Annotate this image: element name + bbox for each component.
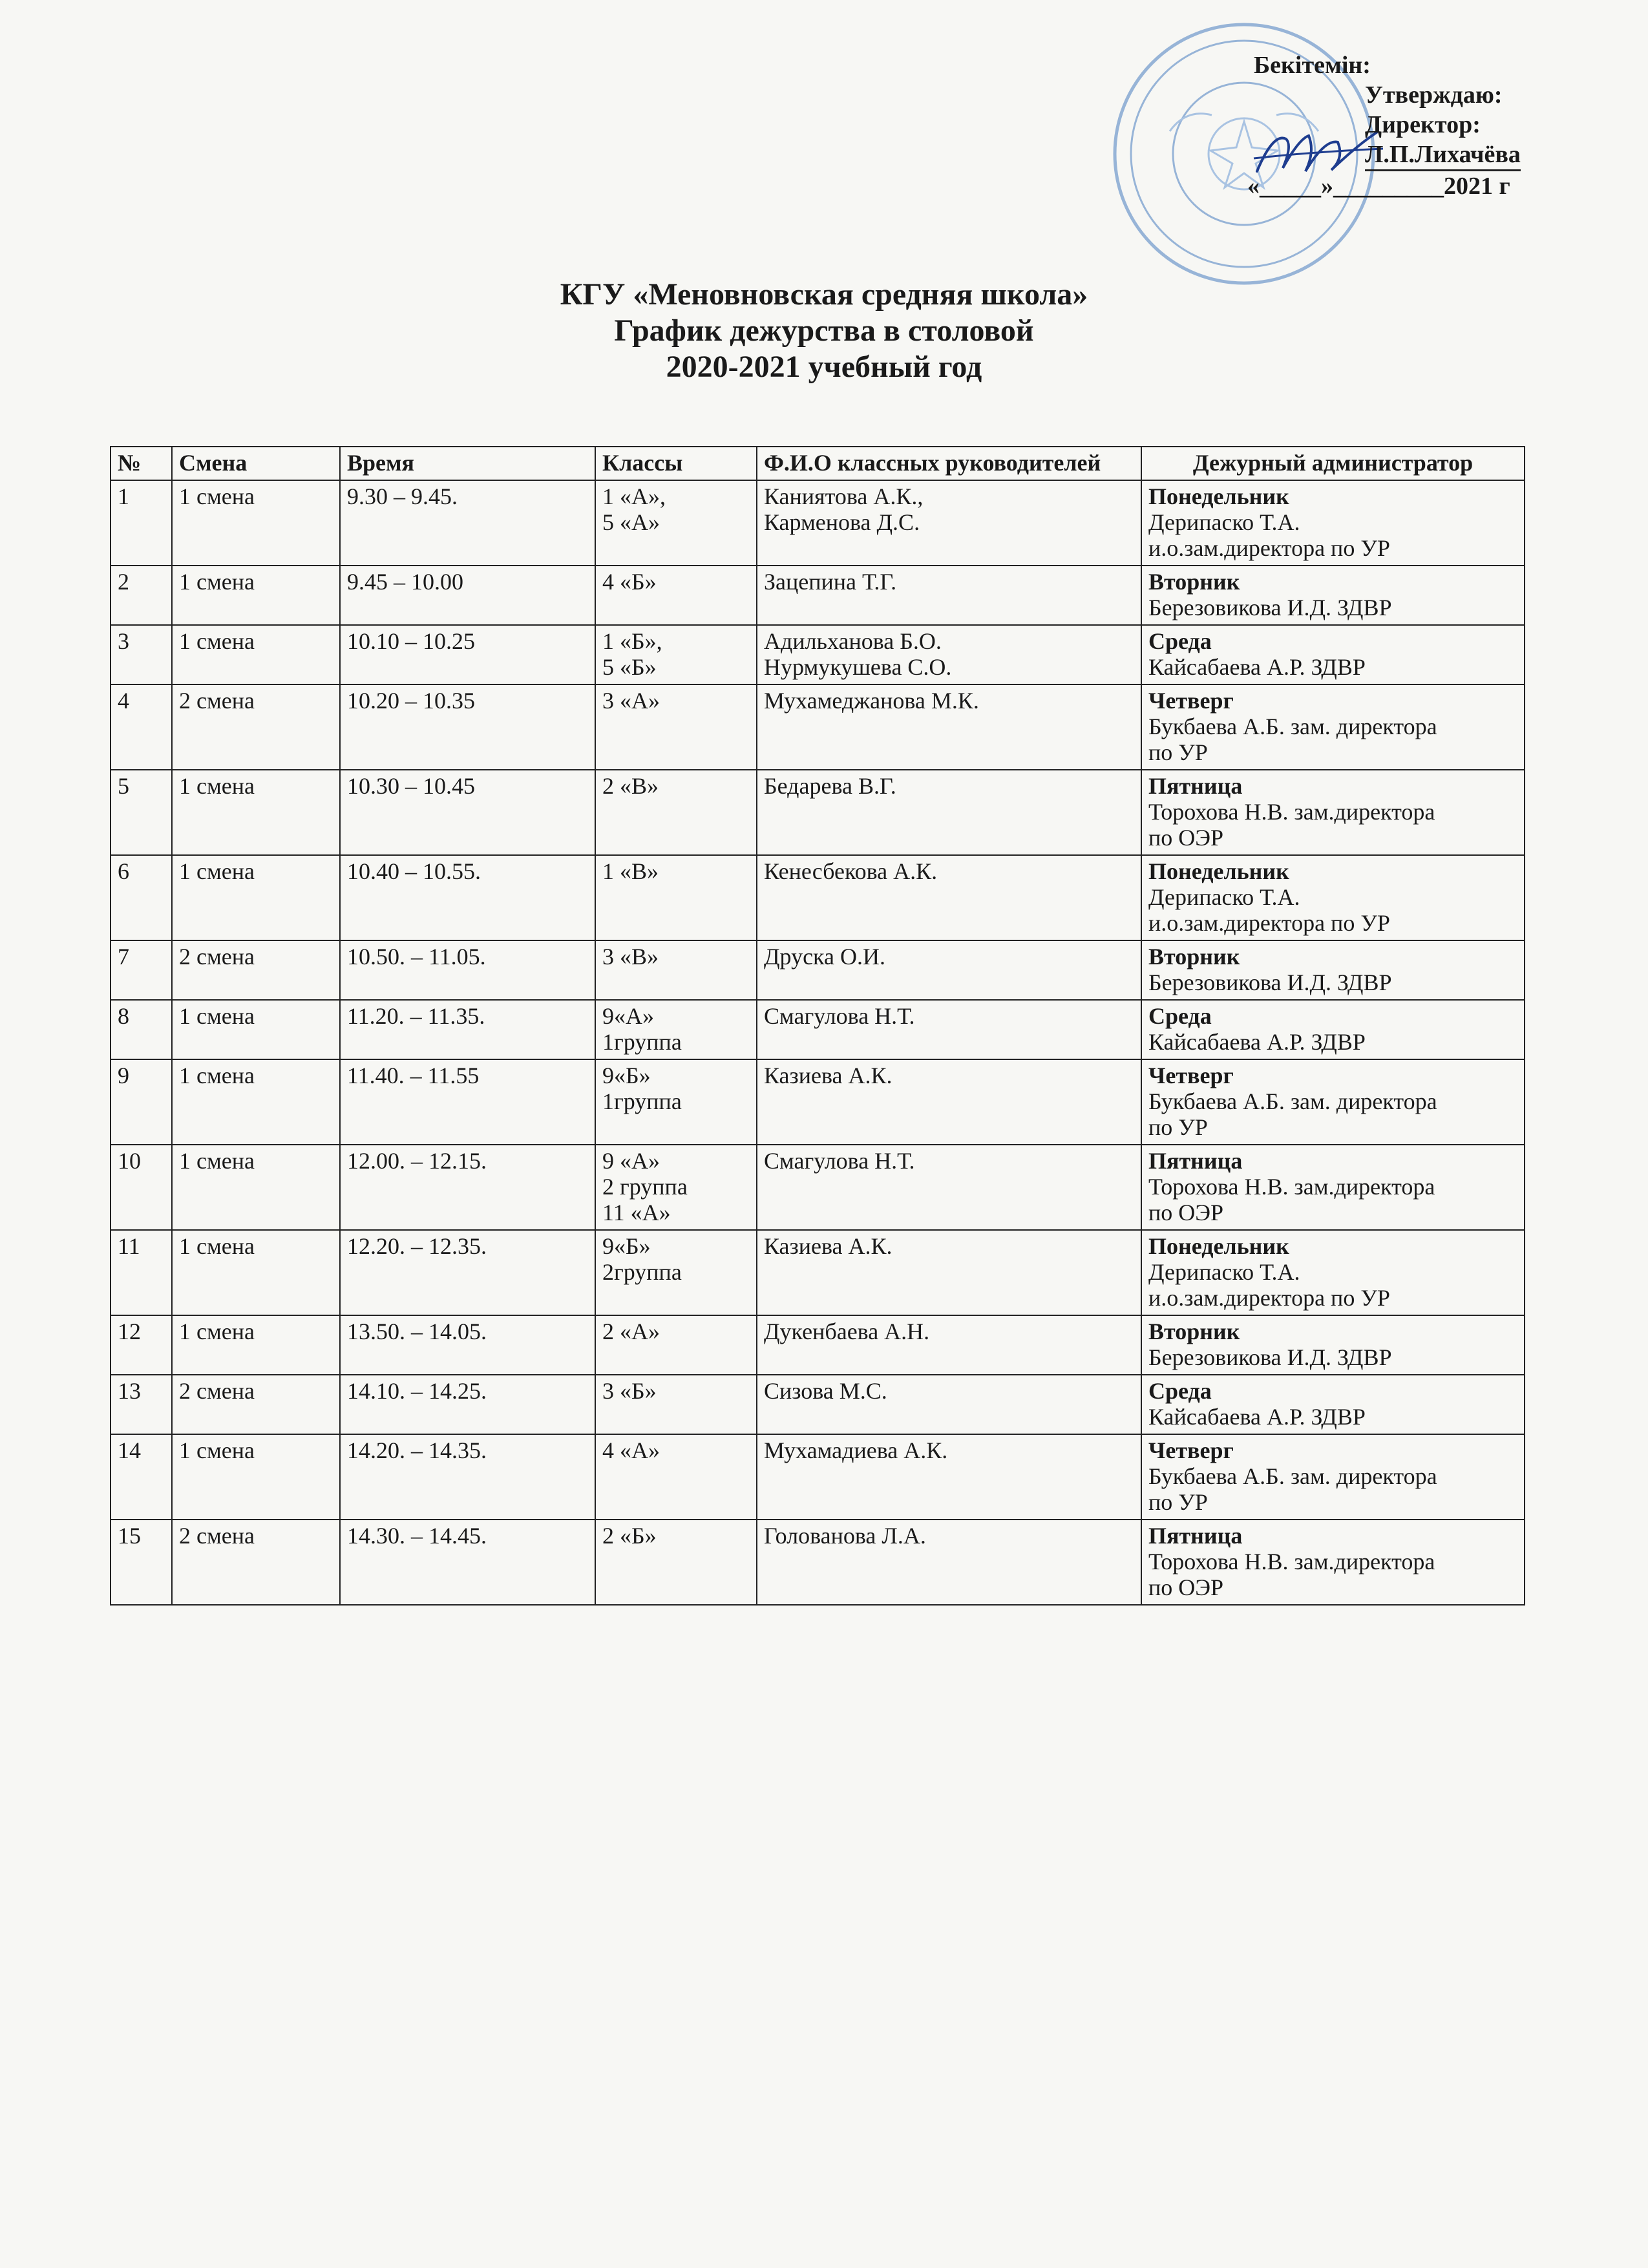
document-title bbox=[0, 277, 1648, 385]
cell-classes: 3 «А» bbox=[595, 684, 757, 770]
cell-teachers: Сизова М.С. bbox=[757, 1375, 1141, 1434]
cell-admin bbox=[1141, 684, 1525, 770]
duty-day: Среда bbox=[1148, 1378, 1212, 1404]
table-row bbox=[111, 940, 1525, 1000]
header-admin: Дежурный администратор bbox=[1141, 447, 1525, 480]
title-schedule: График дежурства в столовой bbox=[614, 313, 1034, 348]
cell-shift: 1 смена bbox=[172, 625, 340, 684]
cell-shift: 2 смена bbox=[172, 684, 340, 770]
cell-admin bbox=[1141, 1315, 1525, 1375]
cell-admin bbox=[1141, 1000, 1525, 1059]
cell-num: 14 bbox=[111, 1434, 172, 1520]
duty-day: Четверг bbox=[1148, 1437, 1234, 1463]
cell-num: 15 bbox=[111, 1520, 172, 1605]
table-row bbox=[111, 566, 1525, 625]
cell-shift: 2 смена bbox=[172, 940, 340, 1000]
cell-num: 1 bbox=[111, 480, 172, 566]
cell-classes: 2 «Б» bbox=[595, 1520, 757, 1605]
table-row bbox=[111, 1520, 1525, 1605]
cell-shift: 1 смена bbox=[172, 1059, 340, 1145]
approval-ru: Утверждаю: bbox=[1365, 81, 1503, 109]
duty-day: Среда bbox=[1148, 628, 1212, 654]
duty-day: Среда bbox=[1148, 1003, 1212, 1029]
cell-admin bbox=[1141, 855, 1525, 940]
table-row bbox=[111, 480, 1525, 566]
duty-day: Вторник bbox=[1148, 569, 1240, 595]
cell-teachers: Бедарева В.Г. bbox=[757, 770, 1141, 855]
cell-shift: 1 смена bbox=[172, 1434, 340, 1520]
cell-classes: 2 «В» bbox=[595, 770, 757, 855]
cell-admin bbox=[1141, 1059, 1525, 1145]
cell-shift: 1 смена bbox=[172, 855, 340, 940]
header-time: Время bbox=[340, 447, 595, 480]
cell-shift: 1 смена bbox=[172, 1000, 340, 1059]
duty-day: Четверг bbox=[1148, 1063, 1234, 1088]
cell-num: 6 bbox=[111, 855, 172, 940]
cell-teachers: Друска О.И. bbox=[757, 940, 1141, 1000]
duty-admin-name: Кайсабаева А.Р. ЗДВР bbox=[1148, 1404, 1366, 1430]
table-row bbox=[111, 855, 1525, 940]
cell-shift: 1 смена bbox=[172, 1315, 340, 1375]
cell-time: 14.10. – 14.25. bbox=[340, 1375, 595, 1434]
cell-teachers: Каниятова А.К., Карменова Д.С. bbox=[757, 480, 1141, 566]
duty-admin-name: Березовикова И.Д. ЗДВР bbox=[1148, 1344, 1392, 1370]
duty-admin-name: Букбаева А.Б. зам. директора по УР bbox=[1148, 1463, 1437, 1515]
cell-teachers: Казиева А.К. bbox=[757, 1230, 1141, 1315]
cell-num: 10 bbox=[111, 1145, 172, 1230]
cell-admin bbox=[1141, 480, 1525, 566]
approval-date: «_____»_________2021 г bbox=[1247, 173, 1510, 200]
duty-admin-name: Кайсабаева А.Р. ЗДВР bbox=[1148, 654, 1366, 680]
duty-day: Понедельник bbox=[1148, 858, 1289, 884]
cell-time: 10.10 – 10.25 bbox=[340, 625, 595, 684]
cell-teachers: Зацепина Т.Г. bbox=[757, 566, 1141, 625]
cell-shift: 1 смена bbox=[172, 1230, 340, 1315]
cell-time: 10.40 – 10.55. bbox=[340, 855, 595, 940]
cell-classes: 1 «Б», 5 «Б» bbox=[595, 625, 757, 684]
cell-classes: 3 «Б» bbox=[595, 1375, 757, 1434]
title-year: 2020-2021 учебный год bbox=[666, 350, 982, 384]
cell-teachers: Мухамадиева А.К. bbox=[757, 1434, 1141, 1520]
cell-time: 14.30. – 14.45. bbox=[340, 1520, 595, 1605]
cell-shift: 1 смена bbox=[172, 1145, 340, 1230]
cell-shift: 2 смена bbox=[172, 1375, 340, 1434]
cell-classes: 4 «А» bbox=[595, 1434, 757, 1520]
cell-num: 12 bbox=[111, 1315, 172, 1375]
duty-admin-name: Торохова Н.В. зам.директора по ОЭР bbox=[1148, 1174, 1435, 1225]
cell-time: 12.20. – 12.35. bbox=[340, 1230, 595, 1315]
cell-admin bbox=[1141, 1434, 1525, 1520]
cell-time: 14.20. – 14.35. bbox=[340, 1434, 595, 1520]
table-row bbox=[111, 1000, 1525, 1059]
cell-admin bbox=[1141, 1145, 1525, 1230]
duty-day: Пятница bbox=[1148, 1523, 1243, 1549]
duty-admin-name: Букбаева А.Б. зам. директора по УР bbox=[1148, 714, 1437, 765]
cell-classes: 3 «В» bbox=[595, 940, 757, 1000]
cell-shift: 2 смена bbox=[172, 1520, 340, 1605]
duty-admin-name: Дерипаско Т.А. и.о.зам.директора по УР bbox=[1148, 884, 1390, 936]
cell-teachers: Смагулова Н.Т. bbox=[757, 1000, 1141, 1059]
approval-kz: Бекітемін: bbox=[1254, 52, 1371, 79]
cell-admin bbox=[1141, 1520, 1525, 1605]
cell-admin bbox=[1141, 940, 1525, 1000]
cell-num: 11 bbox=[111, 1230, 172, 1315]
cell-classes: 9 «А» 2 группа 11 «А» bbox=[595, 1145, 757, 1230]
cell-num: 13 bbox=[111, 1375, 172, 1434]
cell-num: 9 bbox=[111, 1059, 172, 1145]
table-row bbox=[111, 770, 1525, 855]
cell-time: 9.45 – 10.00 bbox=[340, 566, 595, 625]
duty-admin-name: Березовикова И.Д. ЗДВР bbox=[1148, 595, 1392, 620]
cell-teachers: Голованова Л.А. bbox=[757, 1520, 1141, 1605]
duty-day: Четверг bbox=[1148, 688, 1234, 714]
cell-admin bbox=[1141, 1230, 1525, 1315]
cell-num: 2 bbox=[111, 566, 172, 625]
table-row bbox=[111, 1315, 1525, 1375]
approval-position: Директор: bbox=[1365, 111, 1481, 138]
cell-shift: 1 смена bbox=[172, 480, 340, 566]
cell-num: 8 bbox=[111, 1000, 172, 1059]
cell-shift: 1 смена bbox=[172, 566, 340, 625]
cell-time: 10.50. – 11.05. bbox=[340, 940, 595, 1000]
cell-teachers: Кенесбекова А.К. bbox=[757, 855, 1141, 940]
cell-teachers: Мухамеджанова М.К. bbox=[757, 684, 1141, 770]
duty-admin-name: Дерипаско Т.А. и.о.зам.директора по УР bbox=[1148, 509, 1390, 561]
duty-admin-name: Торохова Н.В. зам.директора по ОЭР bbox=[1148, 799, 1435, 851]
cell-num: 4 bbox=[111, 684, 172, 770]
duty-admin-name: Букбаева А.Б. зам. директора по УР bbox=[1148, 1088, 1437, 1140]
duty-day: Понедельник bbox=[1148, 483, 1289, 509]
duty-day: Понедельник bbox=[1148, 1233, 1289, 1259]
cell-teachers: Смагулова Н.Т. bbox=[757, 1145, 1141, 1230]
duty-day: Пятница bbox=[1148, 1148, 1243, 1174]
cell-admin bbox=[1141, 625, 1525, 684]
table-row bbox=[111, 1434, 1525, 1520]
cell-classes: 1 «В» bbox=[595, 855, 757, 940]
approval-block bbox=[1228, 50, 1590, 201]
table-row bbox=[111, 1375, 1525, 1434]
duty-schedule-table bbox=[110, 446, 1525, 1606]
duty-admin-name: Кайсабаева А.Р. ЗДВР bbox=[1148, 1029, 1366, 1055]
table-row bbox=[111, 1230, 1525, 1315]
cell-classes: 9«Б» 1группа bbox=[595, 1059, 757, 1145]
cell-classes: 2 «А» bbox=[595, 1315, 757, 1375]
duty-day: Вторник bbox=[1148, 944, 1240, 970]
header-num: № bbox=[111, 447, 172, 480]
cell-teachers: Адильханова Б.О. Нурмукушева С.О. bbox=[757, 625, 1141, 684]
cell-time: 11.40. – 11.55 bbox=[340, 1059, 595, 1145]
cell-num: 3 bbox=[111, 625, 172, 684]
table-row bbox=[111, 625, 1525, 684]
duty-day: Вторник bbox=[1148, 1319, 1240, 1344]
table-row bbox=[111, 1145, 1525, 1230]
cell-teachers: Дукенбаева А.Н. bbox=[757, 1315, 1141, 1375]
cell-time: 10.30 – 10.45 bbox=[340, 770, 595, 855]
cell-classes: 1 «А», 5 «А» bbox=[595, 480, 757, 566]
table-row bbox=[111, 1059, 1525, 1145]
header-classes: Классы bbox=[595, 447, 757, 480]
cell-num: 5 bbox=[111, 770, 172, 855]
cell-classes: 4 «Б» bbox=[595, 566, 757, 625]
approval-name: Л.П.Лихачёва bbox=[1365, 140, 1521, 171]
cell-admin bbox=[1141, 770, 1525, 855]
cell-num: 7 bbox=[111, 940, 172, 1000]
cell-time: 9.30 – 9.45. bbox=[340, 480, 595, 566]
title-school: КГУ «Меновновская средняя школа» bbox=[560, 277, 1088, 312]
cell-time: 11.20. – 11.35. bbox=[340, 1000, 595, 1059]
table-row bbox=[111, 684, 1525, 770]
duty-day: Пятница bbox=[1148, 773, 1243, 799]
duty-admin-name: Березовикова И.Д. ЗДВР bbox=[1148, 970, 1392, 995]
duty-admin-name: Торохова Н.В. зам.директора по ОЭР bbox=[1148, 1549, 1435, 1600]
cell-time: 12.00. – 12.15. bbox=[340, 1145, 595, 1230]
cell-classes: 9«А» 1группа bbox=[595, 1000, 757, 1059]
cell-classes: 9«Б» 2группа bbox=[595, 1230, 757, 1315]
cell-time: 13.50. – 14.05. bbox=[340, 1315, 595, 1375]
duty-admin-name: Дерипаско Т.А. и.о.зам.директора по УР bbox=[1148, 1259, 1390, 1311]
header-shift: Смена bbox=[172, 447, 340, 480]
cell-time: 10.20 – 10.35 bbox=[340, 684, 595, 770]
cell-shift: 1 смена bbox=[172, 770, 340, 855]
header-teachers: Ф.И.О классных руководителей bbox=[757, 447, 1141, 480]
cell-admin bbox=[1141, 566, 1525, 625]
cell-admin bbox=[1141, 1375, 1525, 1434]
table-header-row bbox=[111, 447, 1525, 480]
cell-teachers: Казиева А.К. bbox=[757, 1059, 1141, 1145]
